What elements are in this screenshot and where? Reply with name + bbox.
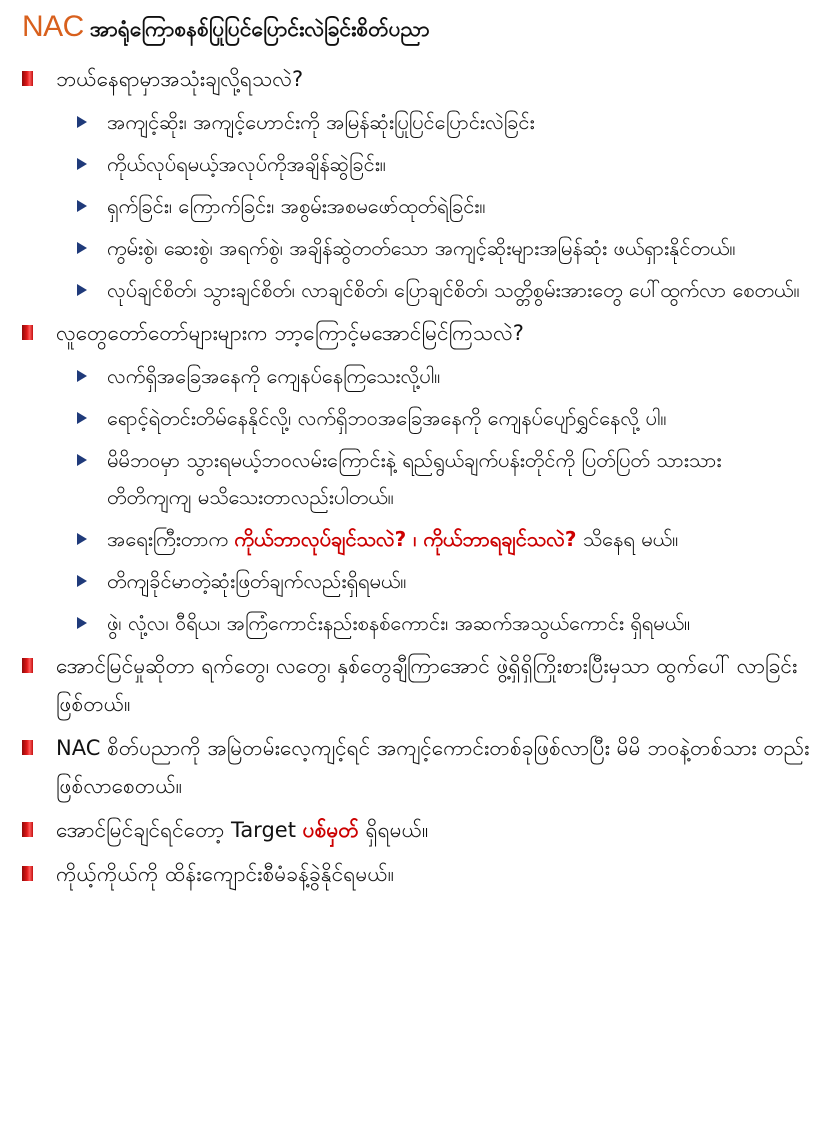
sub-bullet-item <box>22 358 818 395</box>
bullet-text-after: ရှိရမယ်။ <box>358 818 429 842</box>
sub-bullet-text: ကိုယ်လုပ်ရမယ့်အလုပ်ကိုအချိန်ဆွဲခြင်း။ <box>107 152 386 176</box>
sub-bullet-item <box>22 104 818 141</box>
triangle-arrow-icon <box>77 454 87 466</box>
bullet-item <box>22 647 818 723</box>
sub-bullet-text-after: သိနေရ မယ်။ <box>576 527 679 551</box>
red-square-bullet-icon <box>22 866 33 881</box>
sub-bullet-item-highlight <box>22 521 818 558</box>
bullet-item-highlight <box>22 811 818 849</box>
brand-logo-text: NAC <box>22 10 84 43</box>
bullet-item <box>22 729 818 805</box>
sub-bullet-item <box>22 146 818 183</box>
sub-bullet-item <box>22 400 818 437</box>
triangle-arrow-icon <box>77 370 87 382</box>
triangle-arrow-icon <box>77 158 87 170</box>
red-square-bullet-icon <box>22 658 33 673</box>
sub-bullet-item <box>22 605 818 642</box>
sub-bullet-item <box>22 188 818 225</box>
triangle-arrow-icon <box>77 575 87 587</box>
sub-bullet-item <box>22 563 818 600</box>
red-square-bullet-icon <box>22 822 33 837</box>
sub-bullet-text: ကွမ်းစွဲ၊ ဆေးစွဲ၊ အရက်စွဲ၊ အချိန်ဆွဲတတ်သော အကျင့်ဆိုးများအမြန်ဆုံး ဖယ်ရှားနိုင်တယ်။ <box>107 236 736 260</box>
sub-bullet-text: ဖွဲ၊ လုံ့လ၊ ဝီရိယ၊ အကြံကောင်းနည်းစနစ်ကောင်း၊ အဆက်အသွယ်ကောင်း ရှိရမယ်။ <box>107 611 691 635</box>
bullet-text: လူတွေတော်တော်များများက ဘာ့ကြောင့်မအောင်မြင်ကြသလဲ? <box>56 321 524 345</box>
triangle-arrow-icon <box>77 116 87 128</box>
highlight-text: ကိုယ်ဘာလုပ်ချင်သလဲ? ၊ ကိုယ်ဘာရချင်သလဲ? <box>234 527 577 551</box>
bullet-item <box>22 855 818 893</box>
sub-bullet-text: အကျင့်ဆိုး၊ အကျင့်ဟောင်းကို အမြန်ဆုံးပြုပြင်ပြောင်းလဲခြင်း <box>107 110 535 134</box>
title-text: အာရုံကြောစနစ်ပြုပြင်ပြောင်းလဲခြင်းစိတ်ပညာ <box>89 17 430 41</box>
page-title <box>22 10 818 54</box>
triangle-arrow-icon <box>77 533 87 545</box>
sub-bullet-item <box>22 442 818 516</box>
sub-bullet-text: တိကျခိုင်မာတဲ့ဆုံးဖြတ်ချက်လည်းရှိရမယ်။ <box>107 569 407 593</box>
red-square-bullet-icon <box>22 740 33 755</box>
highlight-text: ပစ်မှတ် <box>302 818 359 842</box>
bullet-text-before: အောင်မြင်ချင်ရင်တော့ Target <box>56 818 303 842</box>
bullet-item <box>22 60 818 98</box>
sub-bullet-text-before: အရေးကြီးတာက <box>107 527 235 551</box>
bullet-text: အောင်မြင်မှုဆိုတာ ရက်တွေ၊ လတွေ၊ နှစ်တွေချီကြာအောင် ဖွဲ့ရှိရှိကြိုးစားပြီးမှသာ ထွက်ပေါ် လာခြင်းဖြစ်တယ်။ <box>56 654 798 716</box>
triangle-arrow-icon <box>77 412 87 424</box>
sub-bullet-item <box>22 272 818 309</box>
red-square-bullet-icon <box>22 71 33 86</box>
triangle-arrow-icon <box>77 242 87 254</box>
sub-bullet-item <box>22 230 818 267</box>
triangle-arrow-icon <box>77 617 87 629</box>
sub-bullet-text: ရောင့်ရဲတင်းတိမ်နေနိုင်လို့၊ လက်ရှိဘဝအခြေအနေကို ကျေနပ်ပျော်ရွှင်နေလို့ ပါ။ <box>107 406 667 430</box>
sub-bullet-text: လုပ်ချင်စိတ်၊ သွားချင်စိတ်၊ လာချင်စိတ်၊ ပြောချင်စိတ်၊ သတ္တိစွမ်းအားတွေ ပေါ်ထွက်လာ စေတယ်။ <box>107 278 800 302</box>
bullet-text: NAC စိတ်ပညာကို အမြဲတမ်းလေ့ကျင့်ရင် အကျင့်ကောင်းတစ်ခုဖြစ်လာပြီး မိမိ ဘဝနဲ့တစ်သား တည်းဖြစ်လာစေတယ်။ <box>56 736 810 798</box>
bullet-item <box>22 314 818 352</box>
sub-bullet-text: လက်ရှိအခြေအနေကို ကျေနပ်နေကြသေးလို့ပါ။ <box>107 364 441 388</box>
bullet-text: ဘယ်နေရာမှာအသုံးချလို့ရသလဲ? <box>56 67 304 91</box>
triangle-arrow-icon <box>77 284 87 296</box>
sub-bullet-text: မိမိဘဝမှာ သွားရမယ့်ဘဝလမ်းကြောင်းနဲ့ ရည်ရွယ်ချက်ပန်းတိုင်ကို ပြတ်ပြတ် သားသား တိတိကျကျ မသိသေးတာလည်းပါတယ်။ <box>107 448 722 509</box>
sub-bullet-text: ရှက်ခြင်း၊ ကြောက်ခြင်း၊ အစွမ်းအစမဖော်ထုတ်ရဲခြင်း။ <box>107 194 486 218</box>
red-square-bullet-icon <box>22 325 33 340</box>
bullet-text: ကိုယ့်ကိုယ်ကို ထိန်းကျောင်းစီမံခန့်ခွဲနိုင်ရမယ်။ <box>56 862 395 886</box>
triangle-arrow-icon <box>77 200 87 212</box>
